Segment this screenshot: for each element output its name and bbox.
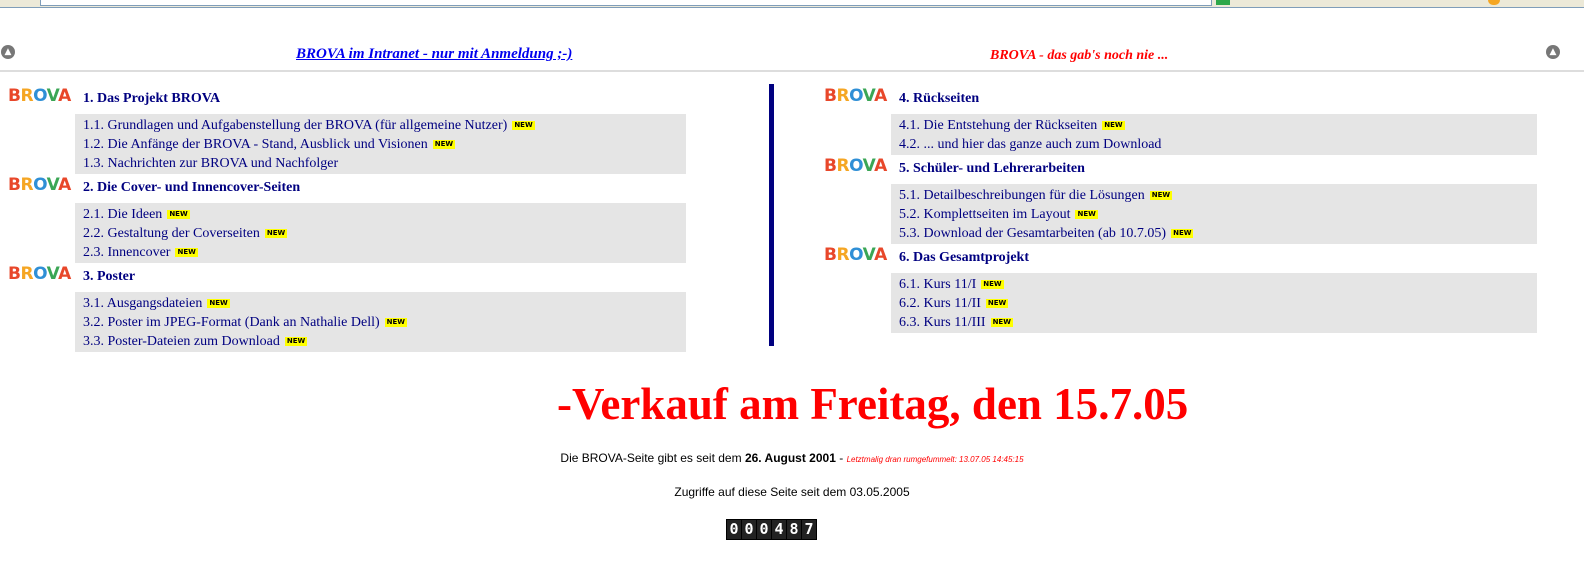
sub-item-label: 5.3. Download der Gesamtarbeiten (ab 10.7.05) (899, 226, 1167, 241)
go-icon[interactable] (1216, 0, 1230, 5)
sub-item-label: 2.3. Innencover (83, 245, 171, 260)
nav-section (6, 85, 696, 174)
sub-item-link[interactable] (899, 313, 1537, 332)
brova-logo-icon: BROVA (8, 86, 71, 106)
column-divider (769, 84, 774, 346)
new-badge: NEW (992, 318, 1011, 326)
sub-item-link[interactable] (83, 116, 686, 135)
sub-item-label: 2.1. Die Ideen (83, 207, 163, 222)
site-since-line (0, 451, 1584, 465)
sub-item-label: 5.1. Detailbeschreibungen für die Lösungen (899, 188, 1145, 203)
sub-item-list (891, 273, 1537, 333)
new-badge: NEW (987, 299, 1007, 307)
sale-announcement: -Verkauf am Freitag, den 15.7.05 (557, 379, 1189, 429)
brova-logo-icon: BROVA (8, 175, 71, 195)
sub-item-link[interactable] (899, 294, 1537, 313)
sub-item-label: 3.1. Ausgangsdateien (83, 296, 203, 311)
sub-item-link[interactable] (899, 135, 1537, 154)
sub-item-link[interactable] (83, 205, 686, 224)
counter-digit: 0 (742, 520, 756, 539)
sub-item-list (75, 114, 686, 174)
since-separator: - (835, 451, 847, 465)
sub-item-link[interactable] (899, 116, 1537, 135)
header-bar (0, 40, 1584, 72)
section-header (6, 263, 696, 292)
since-date: 26. August 2001 (744, 451, 836, 465)
sub-item-label: 4.1. Die Entstehung der Rückseiten (899, 118, 1098, 133)
sub-item-label: 3.3. Poster-Dateien zum Download (83, 334, 280, 349)
sub-item-list (75, 203, 686, 263)
new-badge: NEW (1151, 191, 1171, 199)
since-prefix: Die BROVA-Seite gibt es seit dem (560, 451, 745, 465)
visitor-counter (726, 519, 817, 540)
brova-logo-icon: BROVA (824, 245, 887, 265)
browser-chrome (0, 0, 1584, 8)
sub-item-label: 6.3. Kurs 11/III (899, 315, 986, 330)
scroll-up-icon[interactable]: ▲ (1546, 45, 1560, 59)
new-badge: NEW (1173, 229, 1192, 237)
new-badge: NEW (386, 318, 406, 326)
section-title: 2. Die Cover- und Innencover-Seiten (83, 180, 301, 195)
sub-item-label: 1.2. Die Anfänge der BROVA - Stand, Ausblick und Visionen (83, 137, 428, 152)
sub-item-link[interactable] (83, 224, 686, 243)
section-title: 6. Das Gesamtprojekt (899, 250, 1030, 265)
sub-item-link[interactable] (83, 332, 686, 351)
section-title: 1. Das Projekt BROVA (83, 91, 221, 106)
section-header (6, 85, 696, 114)
brova-logo-icon: BROVA (824, 86, 887, 106)
section-title: 3. Poster (83, 269, 136, 284)
sub-item-link[interactable] (83, 294, 686, 313)
sub-item-label: 4.2. ... und hier das ganze auch zum Download (899, 137, 1162, 152)
counter-digit: 4 (772, 520, 786, 539)
new-badge: NEW (1104, 121, 1123, 129)
new-badge: NEW (1077, 210, 1096, 218)
section-header (822, 85, 1542, 114)
address-bar[interactable] (40, 0, 1212, 6)
brova-logo-icon: BROVA (824, 156, 887, 176)
sub-item-link[interactable] (83, 243, 686, 262)
sub-item-label: 2.2. Gestaltung der Coverseiten (83, 226, 260, 241)
counter-digit: 0 (757, 520, 771, 539)
sub-item-link[interactable] (899, 205, 1537, 224)
sub-item-list (891, 114, 1537, 155)
sub-item-link[interactable] (899, 224, 1537, 243)
sub-item-link[interactable] (83, 313, 686, 332)
new-badge: NEW (169, 210, 188, 218)
header-slogan: BROVA - das gab's noch nie ... (990, 48, 1169, 63)
sub-item-label: 1.3. Nachrichten zur BROVA und Nachfolger (83, 156, 339, 171)
counter-digit: 7 (802, 520, 816, 539)
sub-item-label: 6.2. Kurs 11/II (899, 296, 981, 311)
section-header (822, 244, 1542, 273)
scroll-up-icon[interactable]: ▲ (1, 45, 15, 59)
nav-section (822, 155, 1542, 244)
new-badge: NEW (514, 121, 533, 129)
section-title: 5. Schüler- und Lehrerarbeiten (899, 161, 1085, 176)
new-badge: NEW (434, 140, 454, 148)
new-badge: NEW (209, 299, 228, 307)
new-badge: NEW (983, 280, 1002, 288)
counter-digit: 8 (787, 520, 801, 539)
nav-section (6, 263, 696, 352)
section-header (6, 174, 696, 203)
nav-section (822, 85, 1542, 155)
section-title: 4. Rückseiten (899, 91, 980, 106)
sub-item-link[interactable] (899, 275, 1537, 294)
new-badge: NEW (177, 248, 196, 256)
right-nav-column (822, 85, 1542, 333)
sub-item-label: 3.2. Poster im JPEG-Format (Dank an Nathalie Dell) (83, 315, 380, 330)
intranet-link[interactable]: BROVA im Intranet - nur mit Anmeldung ;-) (296, 46, 573, 62)
brova-logo-icon: BROVA (8, 264, 71, 284)
sub-item-label: 6.1. Kurs 11/I (899, 277, 977, 292)
sub-item-label: 5.2. Komplettseiten im Layout (899, 207, 1071, 222)
sub-item-label: 1.1. Grundlagen und Aufgabenstellung der BROVA (für allgemeine Nutzer) (83, 118, 508, 133)
new-badge: NEW (286, 337, 306, 345)
new-badge: NEW (266, 229, 286, 237)
nav-section (822, 244, 1542, 333)
last-modified: Letztmalig dran rumgefummelt: 13.07.05 14:45:15 (846, 455, 1024, 464)
left-nav-column (6, 85, 696, 352)
sub-item-link[interactable] (83, 154, 686, 173)
sub-item-link[interactable] (83, 135, 686, 154)
sub-item-link[interactable] (899, 186, 1537, 205)
counter-caption: Zugriffe auf diese Seite seit dem 03.05.2005 (674, 485, 910, 499)
browser-status-icon (1488, 0, 1500, 5)
section-header (822, 155, 1542, 184)
counter-digit: 0 (727, 520, 741, 539)
sub-item-list (891, 184, 1537, 244)
sub-item-list (75, 292, 686, 352)
nav-section (6, 174, 696, 263)
